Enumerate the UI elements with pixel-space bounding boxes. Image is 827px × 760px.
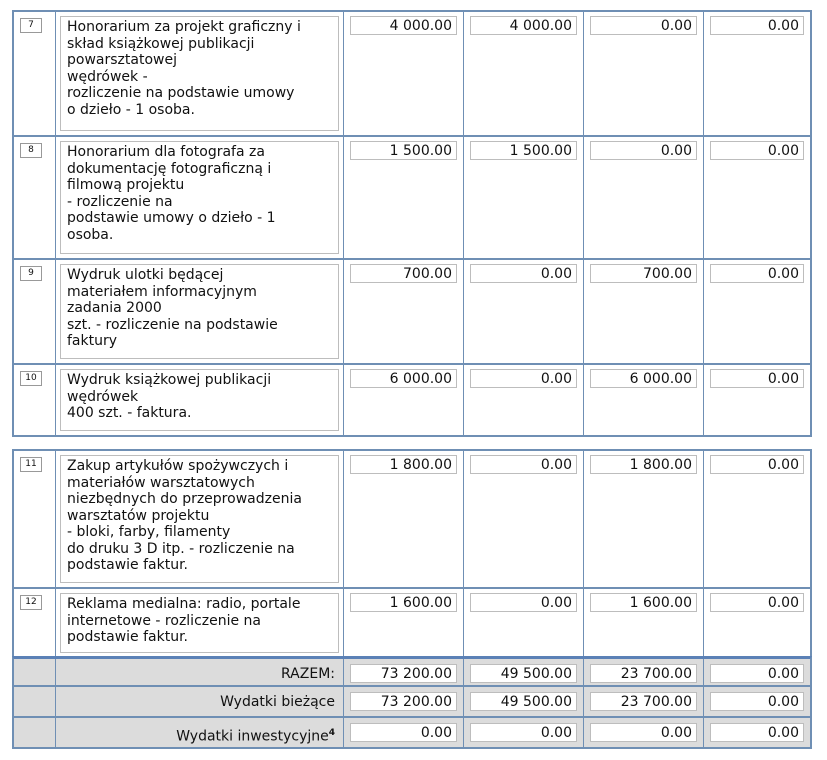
total-cost-field[interactable]: 700.00 xyxy=(350,264,457,283)
grant-amount-sum: 49 500.00 xyxy=(470,664,577,683)
row-number: 7 xyxy=(20,18,42,33)
other-sources-field[interactable]: 0.00 xyxy=(710,264,804,283)
total-cost-field[interactable]: 1 600.00 xyxy=(350,593,457,612)
other-sources-field[interactable]: 0.00 xyxy=(710,369,804,388)
grant-amount-field[interactable]: 0.00 xyxy=(470,369,577,388)
current-total-cost: 73 200.00 xyxy=(350,692,457,711)
total-cost-field[interactable]: 6 000.00 xyxy=(350,369,457,388)
own-contribution-sum: 23 700.00 xyxy=(590,664,697,683)
grant-amount-field[interactable]: 1 500.00 xyxy=(470,141,577,160)
own-contribution-field[interactable]: 1 800.00 xyxy=(590,455,697,474)
cost-table-rows xyxy=(12,10,812,657)
total-cost-field[interactable]: 4 000.00 xyxy=(350,16,457,35)
row-number: 10 xyxy=(20,371,42,386)
current-grant-amount: 49 500.00 xyxy=(470,692,577,711)
total-cost-sum: 73 200.00 xyxy=(350,664,457,683)
row-number: 8 xyxy=(20,143,42,158)
grant-amount-field[interactable]: 0.00 xyxy=(470,455,577,474)
table-row xyxy=(12,589,812,657)
other-sources-field[interactable]: 0.00 xyxy=(710,141,804,160)
own-contribution-field[interactable]: 0.00 xyxy=(590,141,697,160)
total-cost-field[interactable]: 1 800.00 xyxy=(350,455,457,474)
own-contribution-field[interactable]: 6 000.00 xyxy=(590,369,697,388)
investment-other-sources: 0.00 xyxy=(710,723,804,742)
cost-description[interactable]: Honorarium za projekt graficzny i skład książkowej publikacji powarsztatowej wędrówek - rozliczenie na podstawie umowy o dzieło - 1 osoba. xyxy=(60,16,339,131)
cost-description[interactable]: Honorarium dla fotografa za dokumentację fotograficzną i filmową projektu - rozliczenie na podstawie umowy o dzieło - 1 osoba. xyxy=(60,141,339,254)
cost-description[interactable]: Wydruk ulotki będącej materiałem informacyjnym zadania 2000 szt. - rozliczenie na podstawie faktury xyxy=(60,264,339,359)
footnote-marker: 4 xyxy=(328,728,335,738)
grant-amount-field[interactable]: 0.00 xyxy=(470,593,577,612)
row-number: 12 xyxy=(20,595,42,610)
table-row xyxy=(12,137,812,260)
current-other-sources: 0.00 xyxy=(710,692,804,711)
current-expenses-label: Wydatki bieżące xyxy=(56,687,344,716)
current-own-contribution: 23 700.00 xyxy=(590,692,697,711)
cost-description[interactable]: Zakup artykułów spożywczych i materiałów warsztatowych niezbędnych do przeprowadzenia warsztatów projektu - bloki, farby, filamenty do druku 3 D itp. - rozliczenie na podstawie faktur. xyxy=(60,455,339,583)
investment-grant-amount: 0.00 xyxy=(470,723,577,742)
totals-section xyxy=(12,656,812,749)
own-contribution-field[interactable]: 1 600.00 xyxy=(590,593,697,612)
investment-total-cost: 0.00 xyxy=(350,723,457,742)
table-row xyxy=(12,449,812,589)
grant-amount-field[interactable]: 0.00 xyxy=(470,264,577,283)
page-break xyxy=(12,437,812,449)
current-expenses-row xyxy=(12,687,812,718)
investment-expenses-label xyxy=(56,718,344,747)
total-label: RAZEM: xyxy=(56,659,344,685)
cost-description[interactable]: Reklama medialna: radio, portale internetowe - rozliczenie na podstawie faktur. xyxy=(60,593,339,653)
table-row xyxy=(12,260,812,365)
grant-amount-field[interactable]: 4 000.00 xyxy=(470,16,577,35)
investment-expenses-row xyxy=(12,718,812,749)
row-number: 9 xyxy=(20,266,42,281)
row-number: 11 xyxy=(20,457,42,472)
own-contribution-field[interactable]: 700.00 xyxy=(590,264,697,283)
total-cost-field[interactable]: 1 500.00 xyxy=(350,141,457,160)
cost-description[interactable]: Wydruk książkowej publikacji wędrówek 400 szt. - faktura. xyxy=(60,369,339,431)
other-sources-sum: 0.00 xyxy=(710,664,804,683)
own-contribution-field[interactable]: 0.00 xyxy=(590,16,697,35)
other-sources-field[interactable]: 0.00 xyxy=(710,16,804,35)
investment-own-contribution: 0.00 xyxy=(590,723,697,742)
table-row xyxy=(12,10,812,137)
other-sources-field[interactable]: 0.00 xyxy=(710,455,804,474)
investment-label-text: Wydatki inwestycyjne xyxy=(176,728,329,745)
other-sources-field[interactable]: 0.00 xyxy=(710,593,804,612)
table-row xyxy=(12,365,812,437)
total-row xyxy=(12,656,812,687)
